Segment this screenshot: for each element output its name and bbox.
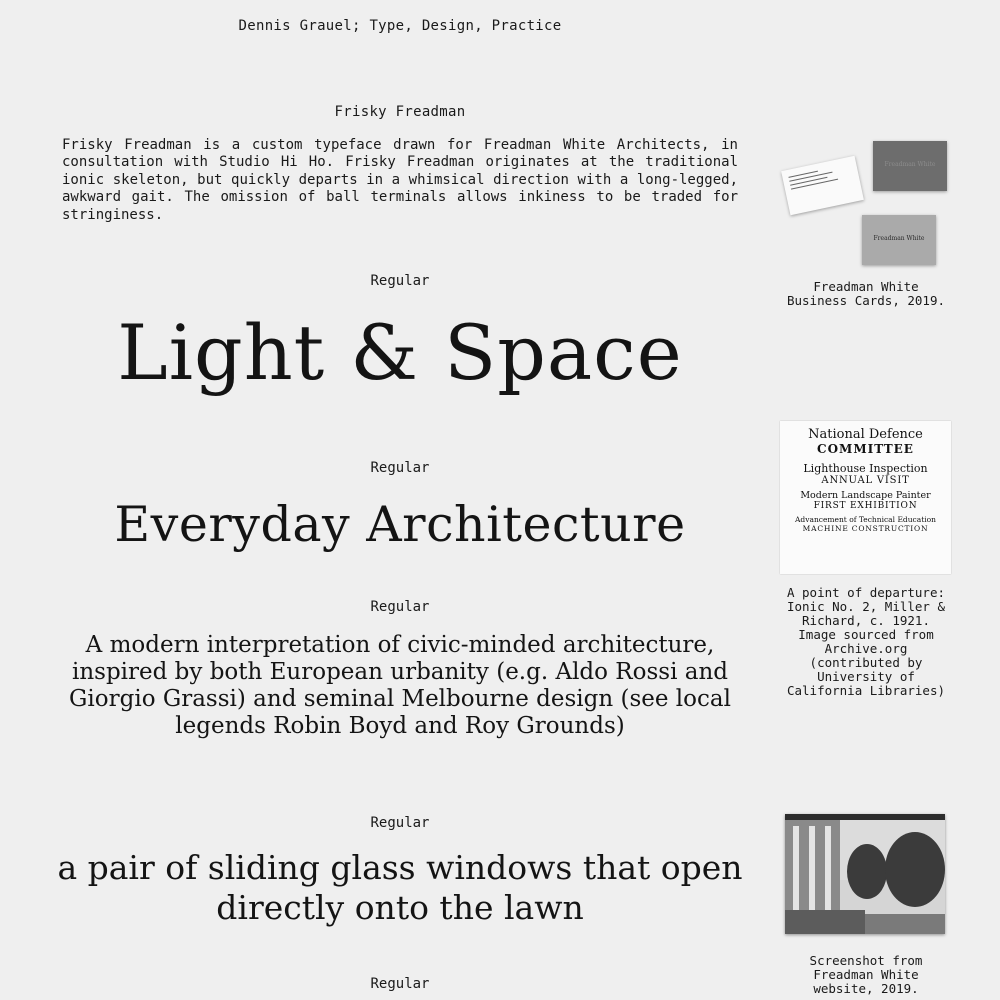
specimen-text-light-space: Light & Space bbox=[117, 308, 683, 397]
specimen-text-everyday-architecture: Everyday Architecture bbox=[114, 496, 686, 553]
card-dark-text: Freadman White bbox=[884, 161, 936, 168]
website-screenshot-image bbox=[785, 814, 945, 934]
sheet-line: Advancement of Technical Education bbox=[795, 515, 936, 524]
photo-tree bbox=[885, 832, 945, 907]
project-description: Frisky Freadman is a custom typeface drawn for Freadman White Architects, in consultation with Studio Hi Ho. Frisky Freadman originates at the traditional ionic skeleton, but quickly departs in a whimsical direction with a long-legged, awkward gait. The omission of ball terminals allows inkiness to be traded for stringiness. bbox=[62, 137, 738, 223]
specimen-style-label: Regular bbox=[370, 599, 430, 615]
business-card-dark bbox=[873, 141, 947, 191]
specimen-text-sliding-windows: a pair of sliding glass windows that open directly onto the lawn bbox=[57, 848, 743, 927]
sheet-line: FIRST EXHIBITION bbox=[813, 501, 918, 511]
project-title: Frisky Freadman bbox=[334, 104, 466, 120]
card-grey-text: Freadman White bbox=[873, 235, 925, 242]
business-card-white bbox=[781, 156, 864, 216]
sheet-line: Modern Landscape Painter bbox=[800, 490, 931, 501]
specimen-style-label: Regular bbox=[370, 976, 430, 992]
sheet-line: Lighthouse Inspection bbox=[803, 462, 928, 475]
sheet-line: ANNUAL VISIT bbox=[821, 475, 910, 486]
specimen-text-paragraph: A modern interpretation of civic-minded architecture, inspired by both European urbanity (e.g. Aldo Rossi and Giorgio Grassi) and seminal Melbourne design (see local legends Robin Boyd and Roy Grounds) bbox=[69, 632, 731, 739]
business-card-grey bbox=[862, 215, 936, 265]
photo-site-header-bar bbox=[785, 814, 945, 820]
image-caption-ionic: A point of departure: Ionic No. 2, Miller & Richard, c. 1921. Image sourced from Archive.org (contributed by University of California Libraries) bbox=[786, 585, 946, 698]
site-title[interactable]: Dennis Grauel; Type, Design, Practice bbox=[238, 18, 562, 34]
specimen-style-label: Regular bbox=[370, 460, 430, 476]
specimen-style-label: Regular bbox=[370, 273, 430, 289]
photo-column bbox=[793, 826, 799, 911]
photo-steps bbox=[785, 910, 865, 934]
photo-tree bbox=[847, 844, 887, 899]
photo-column bbox=[825, 826, 831, 911]
sheet-line: COMMITTEE bbox=[817, 442, 914, 456]
image-caption-business-cards: Freadman White Business Cards, 2019. bbox=[786, 279, 946, 308]
specimen-style-label: Regular bbox=[370, 815, 430, 831]
photo-column bbox=[809, 826, 815, 911]
sheet-line: National Defence bbox=[808, 427, 923, 442]
ionic-specimen-image bbox=[780, 421, 951, 574]
sheet-line: MACHINE CONSTRUCTION bbox=[802, 524, 929, 533]
image-caption-website: Screenshot from Freadman White website, 2019. bbox=[809, 953, 923, 996]
